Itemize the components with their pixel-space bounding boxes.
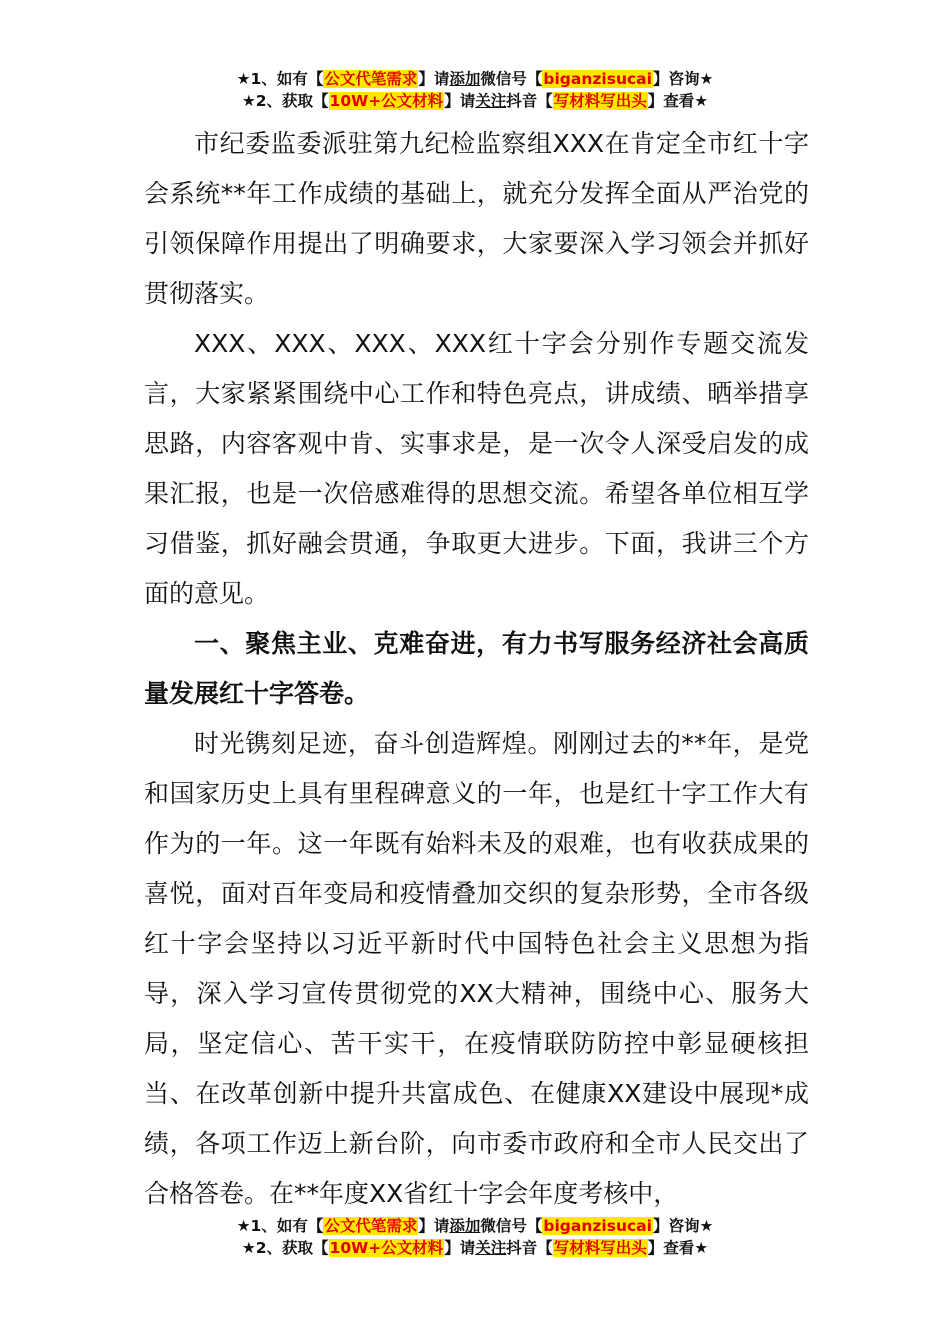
highlight-text: 写材料写出头 [553, 1239, 647, 1257]
footer-banner [0, 1215, 950, 1259]
paragraph: XXX、XXX、XXX、XXX红十字会分别作专题交流发言，大家紧紧围绕中心工作和特色亮点，讲成绩、晒举措享思路，内容客观中肯、实事求是，是一次令人深受启发的成果汇报，也是一次倍感难得的思想交流。希望各单位相互学习借鉴，抓好融会贯通，争取更大进步。下面，我讲三个方面的意见。 [144, 329, 809, 608]
banner-line-2: ★2、获取【10W+公文材料】请关注抖音【写材料写出头】查看★ [241, 1239, 709, 1257]
highlight-text: biganzisucai [543, 1217, 652, 1235]
banner-line-1: ★1、如有【公文代笔需求】请添加微信号【biganzisucai】咨询★ [236, 1217, 714, 1235]
header-banner [0, 68, 950, 112]
document-body [144, 119, 809, 1219]
section-heading: 一、聚焦主业、克难奋进，有力书写服务经济社会高质量发展红十字答卷。 [144, 629, 809, 708]
highlight-text: 公文代笔需求 [324, 1217, 418, 1235]
highlight-text: 10W+公文材料 [329, 92, 444, 110]
highlight-text: biganzisucai [543, 70, 652, 88]
paragraph: 市纪委监委派驻第九纪检监察组XXX在肯定全市红十字会系统**年工作成绩的基础上，就充分发挥全面从严治党的引领保障作用提出了明确要求，大家要深入学习领会并抓好贯彻落实。 [144, 129, 809, 308]
paragraph: 时光镌刻足迹，奋斗创造辉煌。刚刚过去的**年，是党和国家历史上具有里程碑意义的一年，也是红十字工作大有作为的一年。这一年既有始料未及的艰难，也有收获成果的喜悦，面对百年变局和疫情叠加交织的复杂形势，全市各级红十字会坚持以习近平新时代中国特色社会主义思想为指导，深入学习宣传贯彻党的XX大精神，围绕中心、服务大局，坚定信心、苦干实干，在疫情联防防控中彰显硬核担当、在改革创新中提升共富成色、在健康XX建设中展现*成绩，各项工作迈上新台阶，向市委市政府和全市人民交出了合格答卷。在**年度XX省红十字会年度考核中， [144, 729, 809, 1208]
banner-line-2: ★2、获取【10W+公文材料】请关注抖音【写材料写出头】查看★ [241, 92, 709, 110]
highlight-text: 写材料写出头 [553, 92, 647, 110]
banner-line-1: ★1、如有【公文代笔需求】请添加微信号【biganzisucai】咨询★ [236, 70, 714, 88]
highlight-text: 公文代笔需求 [324, 70, 418, 88]
highlight-text: 10W+公文材料 [329, 1239, 444, 1257]
